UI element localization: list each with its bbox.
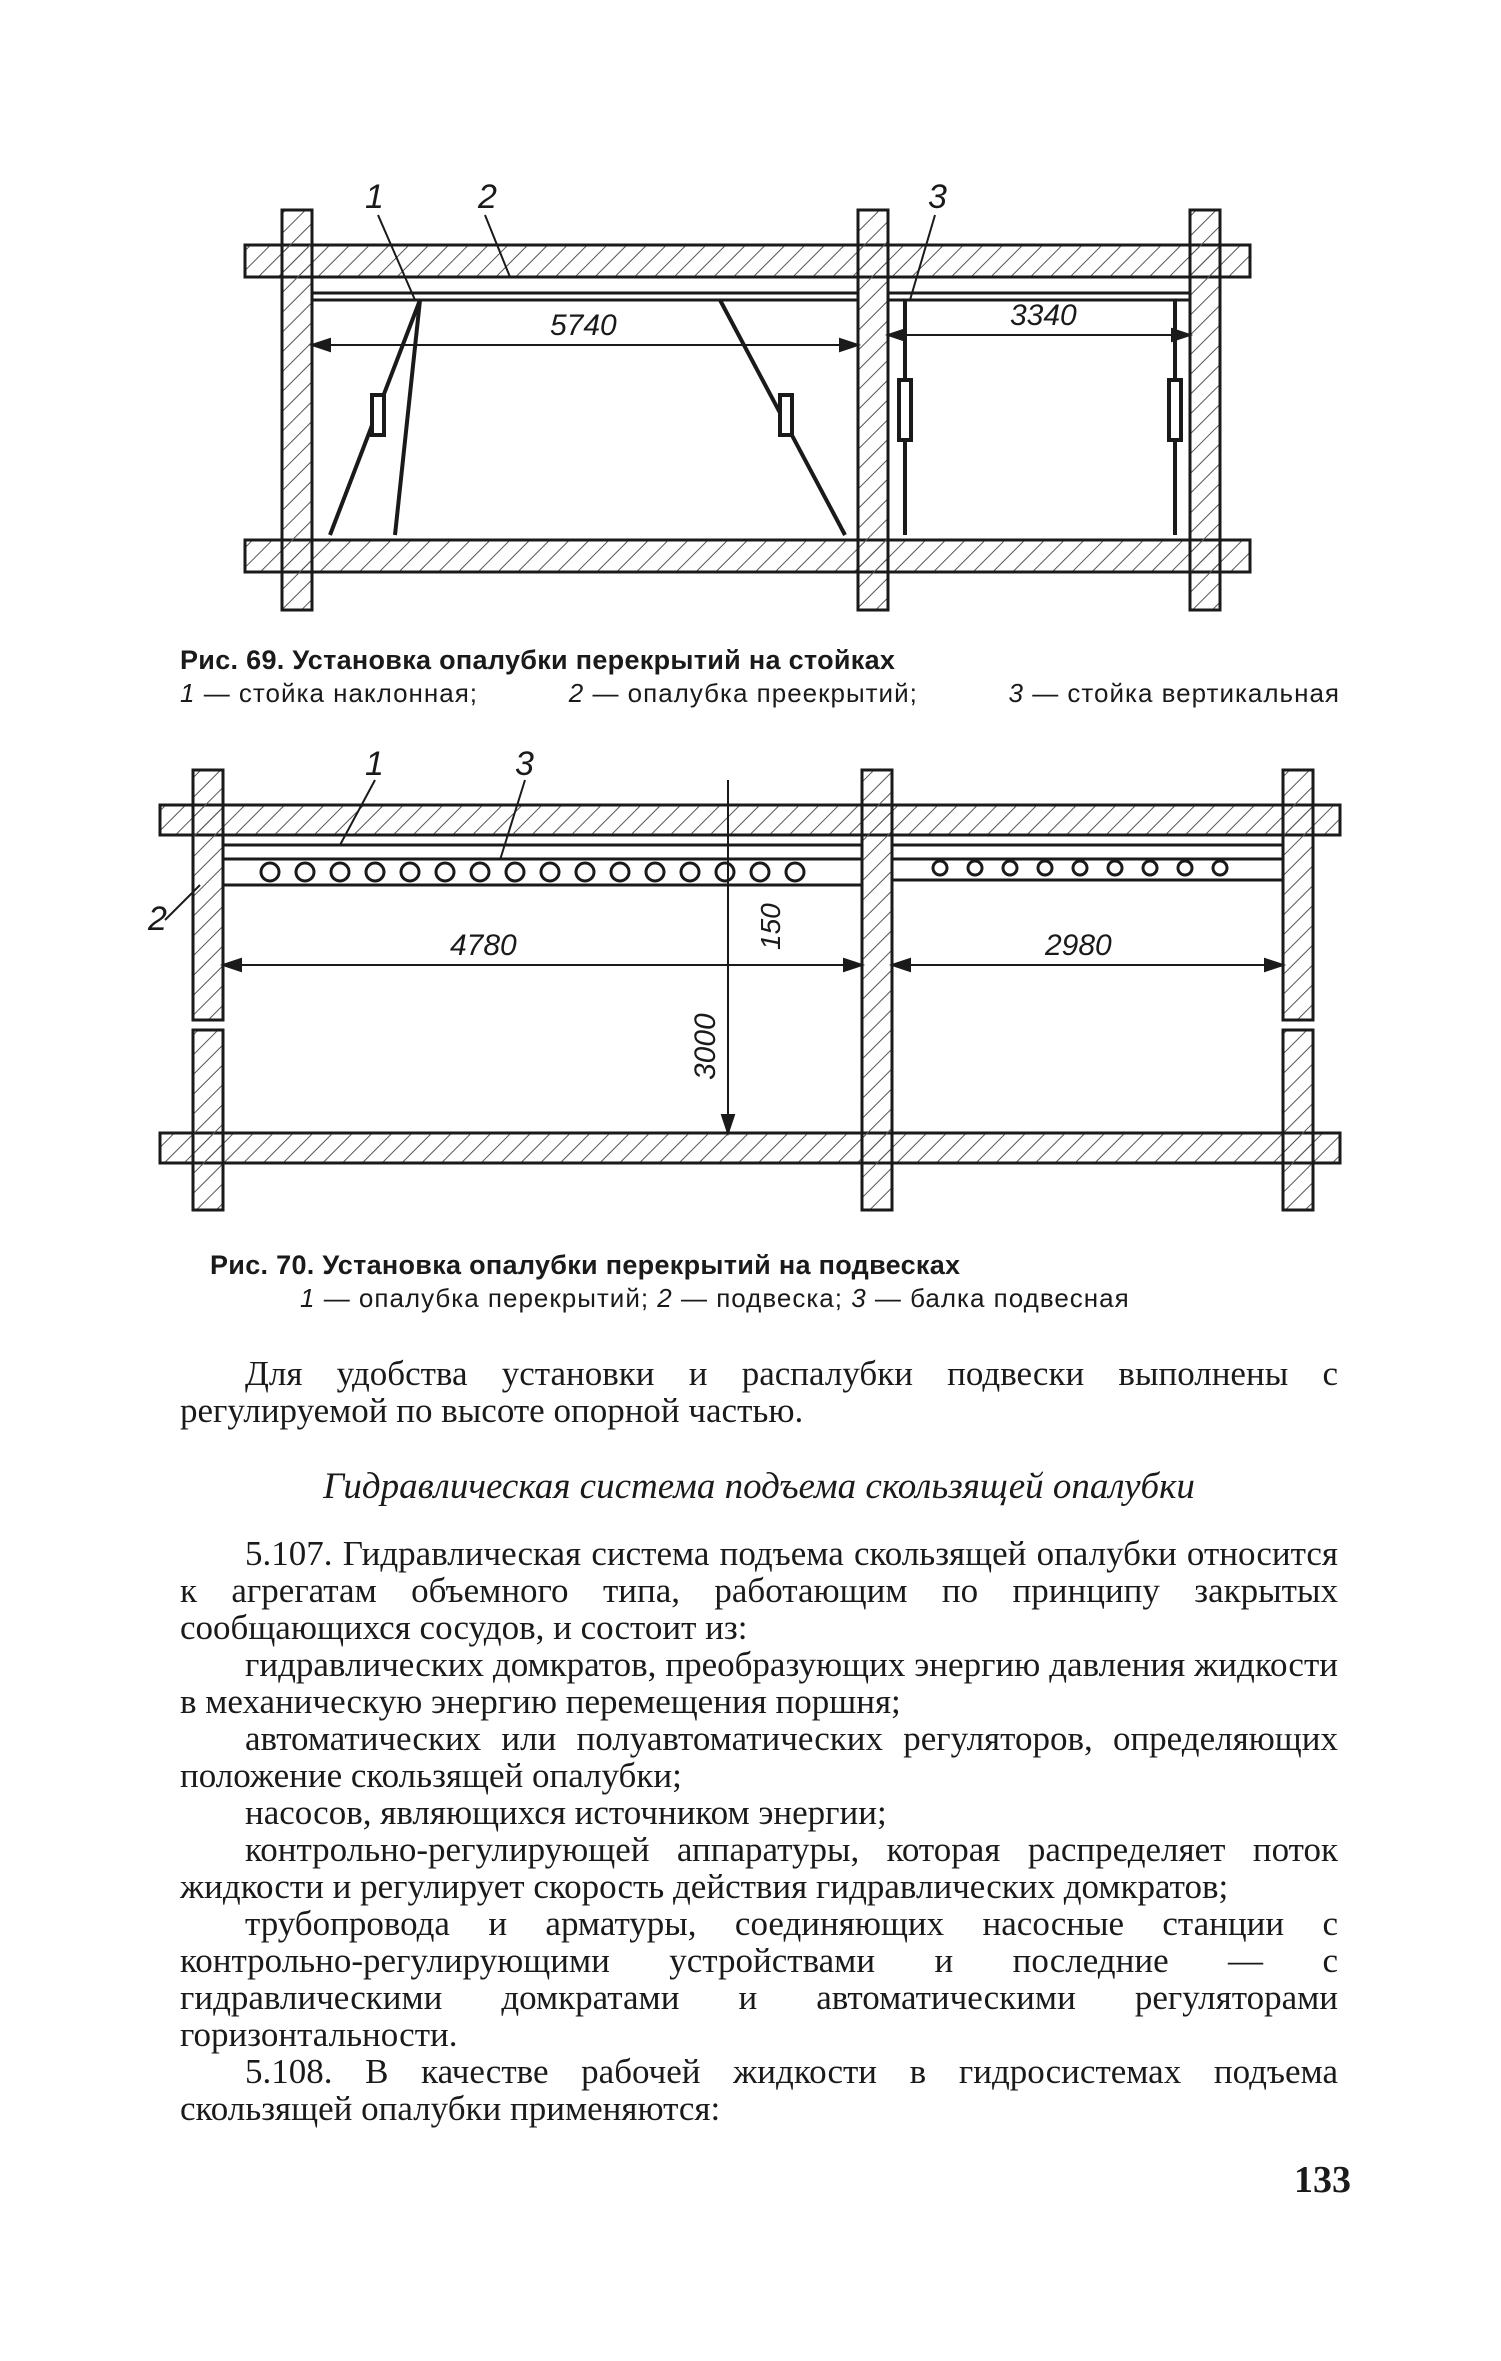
callout-3: 3 <box>928 178 947 216</box>
paragraph-5-108: 5.108. В качестве рабочей жидкости в гидросистемах подъема скользящей опалубки применяются: <box>180 2052 1338 2128</box>
suspended-beam <box>223 845 1283 885</box>
legend-item: 1 — опалубка перекрытий; <box>300 1283 650 1313</box>
figure-70-title: Рис. 70. Установка опалубки перекрытий на подвесках <box>210 1250 961 1280</box>
bottom-slab <box>160 1133 1340 1163</box>
list-item: насосов, являющихся источником энергии; <box>245 1793 887 1832</box>
list-item: автоматических или полуавтоматических регуляторов, определяющих положение скользящей опалубки; <box>180 1719 1338 1795</box>
formwork-panel <box>312 277 1190 300</box>
figure-69-legend <box>180 678 1340 709</box>
main-text <box>180 1535 1338 2127</box>
figure-69-drawing <box>0 150 1501 630</box>
middle-wall <box>858 210 888 610</box>
dimension-label-span-1: 4780 <box>450 929 517 962</box>
callout-1: 1 <box>365 178 384 216</box>
left-wall-upper <box>193 770 223 1020</box>
left-wall-lower <box>193 1030 223 1210</box>
callout-2: 2 <box>148 900 167 938</box>
left-wall <box>282 210 312 610</box>
right-wall <box>1190 210 1220 610</box>
middle-wall <box>862 770 892 1210</box>
list-item: гидравлических домкратов, преобразующих энергию давления жидкости в механическую энергию перемещения поршня; <box>180 1645 1338 1721</box>
section-heading: Гидравлическая система подъема скользящей опалубки <box>323 1466 1195 1507</box>
top-slab <box>160 805 1340 835</box>
legend-item: 3 — балка подвесная <box>851 1283 1130 1313</box>
top-slab <box>245 245 1250 277</box>
legend-item: 3 — стойка вертикальная <box>1008 678 1340 708</box>
callout-1: 1 <box>365 745 384 783</box>
legend-item: 2 — подвеска; <box>657 1283 843 1313</box>
figure-69-title: Рис. 69. Установка опалубки перекрытий на стойках <box>180 645 896 675</box>
dimension-label-span-1: 5740 <box>550 309 617 342</box>
bottom-slab <box>245 540 1250 572</box>
right-wall-lower <box>1283 1030 1313 1210</box>
dimension-label-3000: 3000 <box>689 1013 722 1080</box>
right-wall-upper <box>1283 770 1313 1020</box>
dimension-label-150: 150 <box>755 903 786 950</box>
figure-70-drawing <box>0 740 1501 1230</box>
paragraph-5-107: 5.107. Гидравлическая система подъема скользящей опалубки относится к агрегатам объемного типа, работающим по принципу закрытых сообщающихся сосудов, и состоит из: <box>180 1534 1338 1647</box>
dimension-lines <box>312 329 1190 351</box>
intro-paragraph: Для удобства установки и распалубки подвески выполнены с регулируемой по высоте опорной частью. <box>180 1354 1338 1430</box>
dimension-label-span-2: 3340 <box>1010 299 1077 332</box>
dimension-label-span-2: 2980 <box>1045 929 1112 962</box>
figure-69-caption <box>180 645 1340 709</box>
list-item: контрольно-регулирующей аппаратуры, которая распределяет поток жидкости и регулирует скорость действия гидравлических домкратов; <box>180 1830 1338 1906</box>
list-item: трубопровода и арматуры, соединяющих насосные станции с контрольно-регулирующими устройствами и последние — с гидравлическими домкратами и автоматическими регуляторами горизонтальности. <box>180 1904 1338 2054</box>
callout-3: 3 <box>515 745 534 783</box>
figure-70-legend <box>210 1283 1310 1314</box>
page-number: 133 <box>1294 2159 1351 2201</box>
callout-2: 2 <box>478 178 497 216</box>
figure-70-caption <box>210 1250 1310 1314</box>
legend-item: 2 — опалубка преекрытий; <box>568 678 918 708</box>
legend-item: 1 — стойка наклонная; <box>180 678 479 708</box>
